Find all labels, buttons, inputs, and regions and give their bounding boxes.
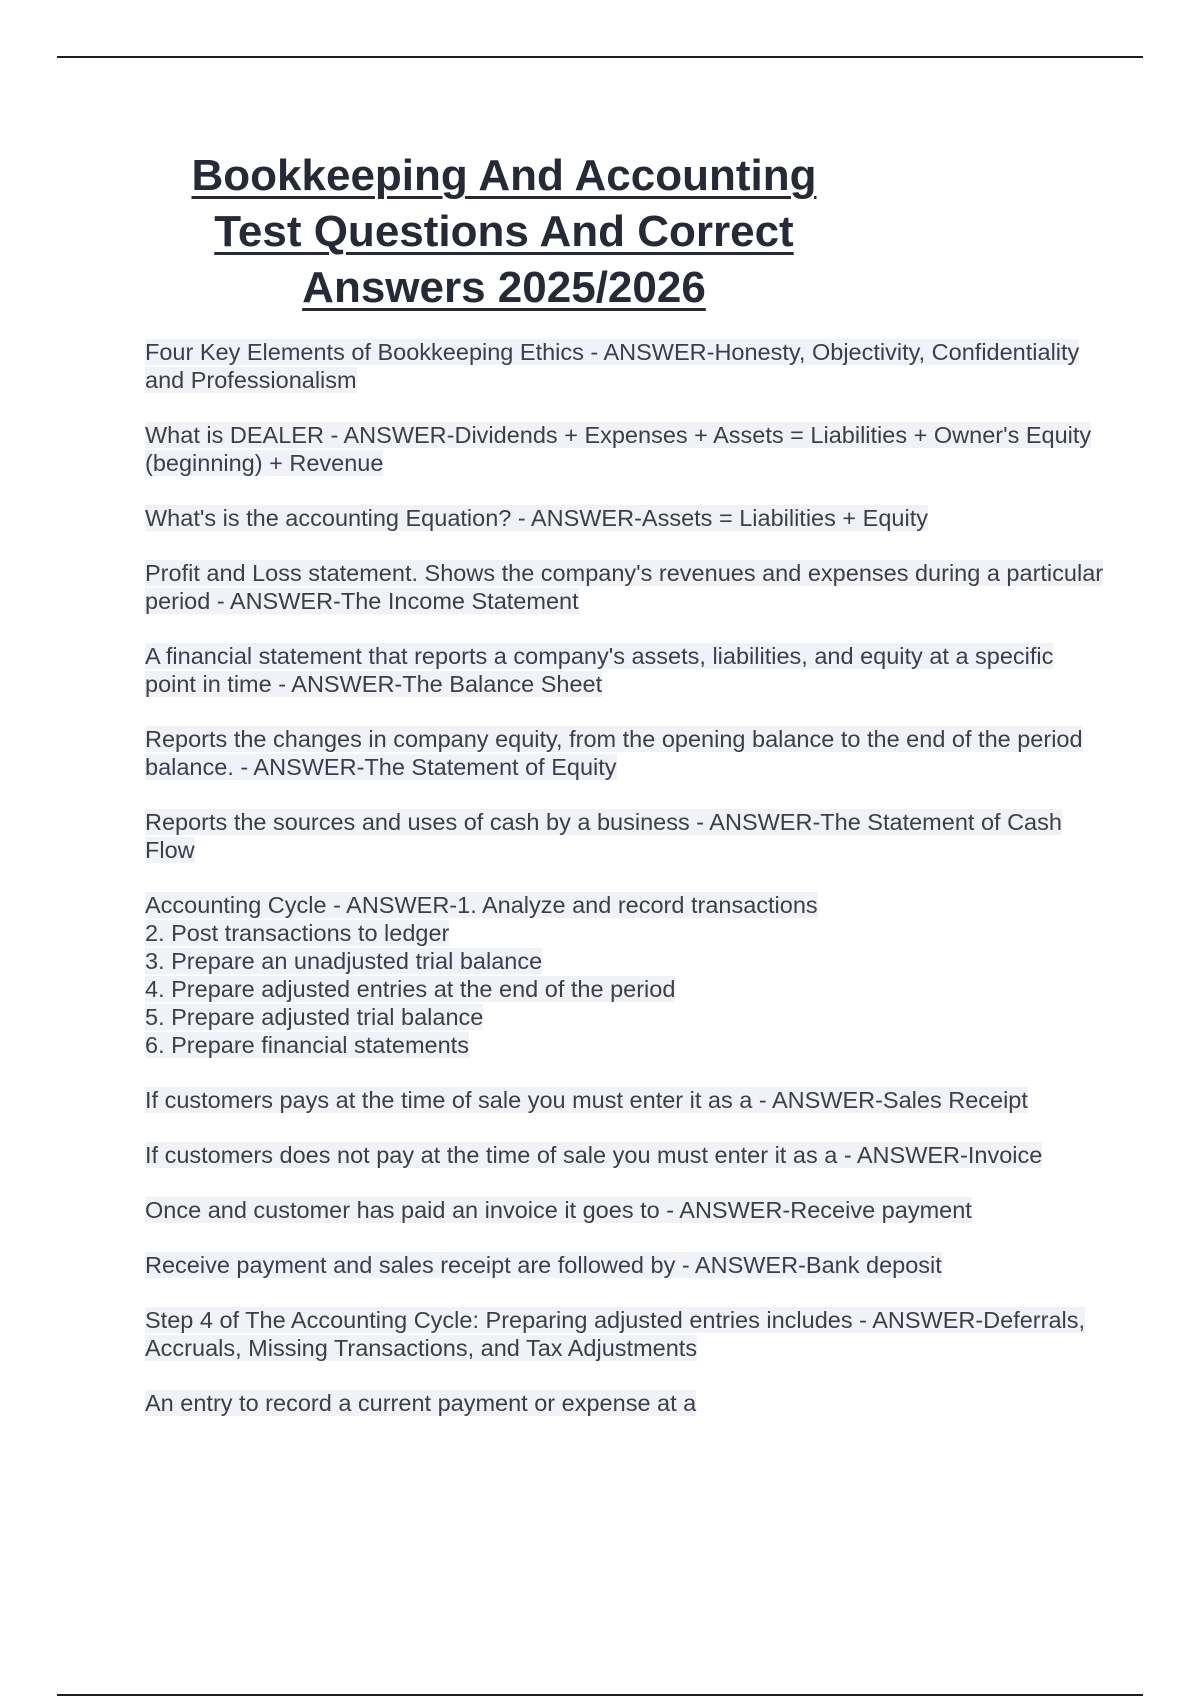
qa-item-accounting-cycle bbox=[145, 891, 1105, 1059]
document-title bbox=[100, 148, 908, 316]
accounting-cycle-step: 5. Prepare adjusted trial balance bbox=[145, 1004, 484, 1030]
accounting-cycle-step: 2. Post transactions to ledger bbox=[145, 920, 450, 946]
accounting-cycle-steps bbox=[145, 919, 1105, 1059]
qa-item-bank-deposit: Receive payment and sales receipt are followed by - ANSWER-Bank deposit bbox=[145, 1252, 942, 1278]
top-rule bbox=[57, 56, 1143, 58]
accounting-cycle-step: 4. Prepare adjusted entries at the end of the period bbox=[145, 976, 676, 1002]
title-line-1: Bookkeeping And Accounting bbox=[191, 151, 817, 200]
qa-item-income-statement: Profit and Loss statement. Shows the company's revenues and expenses during a particular period - ANSWER-The Income Statement bbox=[145, 560, 1104, 614]
qa-item-cash-flow: Reports the sources and uses of cash by a business - ANSWER-The Statement of Cash Flow bbox=[145, 809, 1062, 863]
qa-item-equation: What's is the accounting Equation? - ANSWER-Assets = Liabilities + Equity bbox=[145, 505, 928, 531]
qa-item-invoice: If customers does not pay at the time of sale you must enter it as a - ANSWER-Invoice bbox=[145, 1142, 1043, 1168]
accounting-cycle-lead: Accounting Cycle - ANSWER-1. Analyze and record transactions bbox=[145, 892, 818, 918]
qa-item-sales-receipt: If customers pays at the time of sale you must enter it as a - ANSWER-Sales Receipt bbox=[145, 1087, 1028, 1113]
qa-item-receive-payment: Once and customer has paid an invoice it goes to - ANSWER-Receive payment bbox=[145, 1197, 972, 1223]
qa-list bbox=[145, 338, 1105, 1444]
bottom-rule bbox=[57, 1694, 1143, 1696]
accounting-cycle-step: 6. Prepare financial statements bbox=[145, 1032, 469, 1058]
qa-item-balance-sheet: A financial statement that reports a company's assets, liabilities, and equity at a specific point in time - ANSWER-The Balance Sheet bbox=[145, 643, 1054, 697]
qa-item-truncated: An entry to record a current payment or expense at a bbox=[145, 1390, 697, 1416]
accounting-cycle-step: 3. Prepare an unadjusted trial balance bbox=[145, 948, 543, 974]
title-line-2: Test Questions And Correct bbox=[214, 207, 794, 256]
qa-item-dealer: What is DEALER - ANSWER-Dividends + Expenses + Assets = Liabilities + Owner's Equity (beginning) + Revenue bbox=[145, 422, 1092, 476]
qa-item-statement-of-equity: Reports the changes in company equity, from the opening balance to the end of the period balance. - ANSWER-The Statement of Equity bbox=[145, 726, 1083, 780]
qa-item-adjusted-entries: Step 4 of The Accounting Cycle: Preparing adjusted entries includes - ANSWER-Deferrals, Accruals, Missing Transactions, and Tax Adjustments bbox=[145, 1307, 1086, 1361]
title-line-3: Answers 2025/2026 bbox=[302, 263, 706, 312]
qa-item-ethics: Four Key Elements of Bookkeeping Ethics - ANSWER-Honesty, Objectivity, Confidentiality and Professionalism bbox=[145, 339, 1080, 393]
